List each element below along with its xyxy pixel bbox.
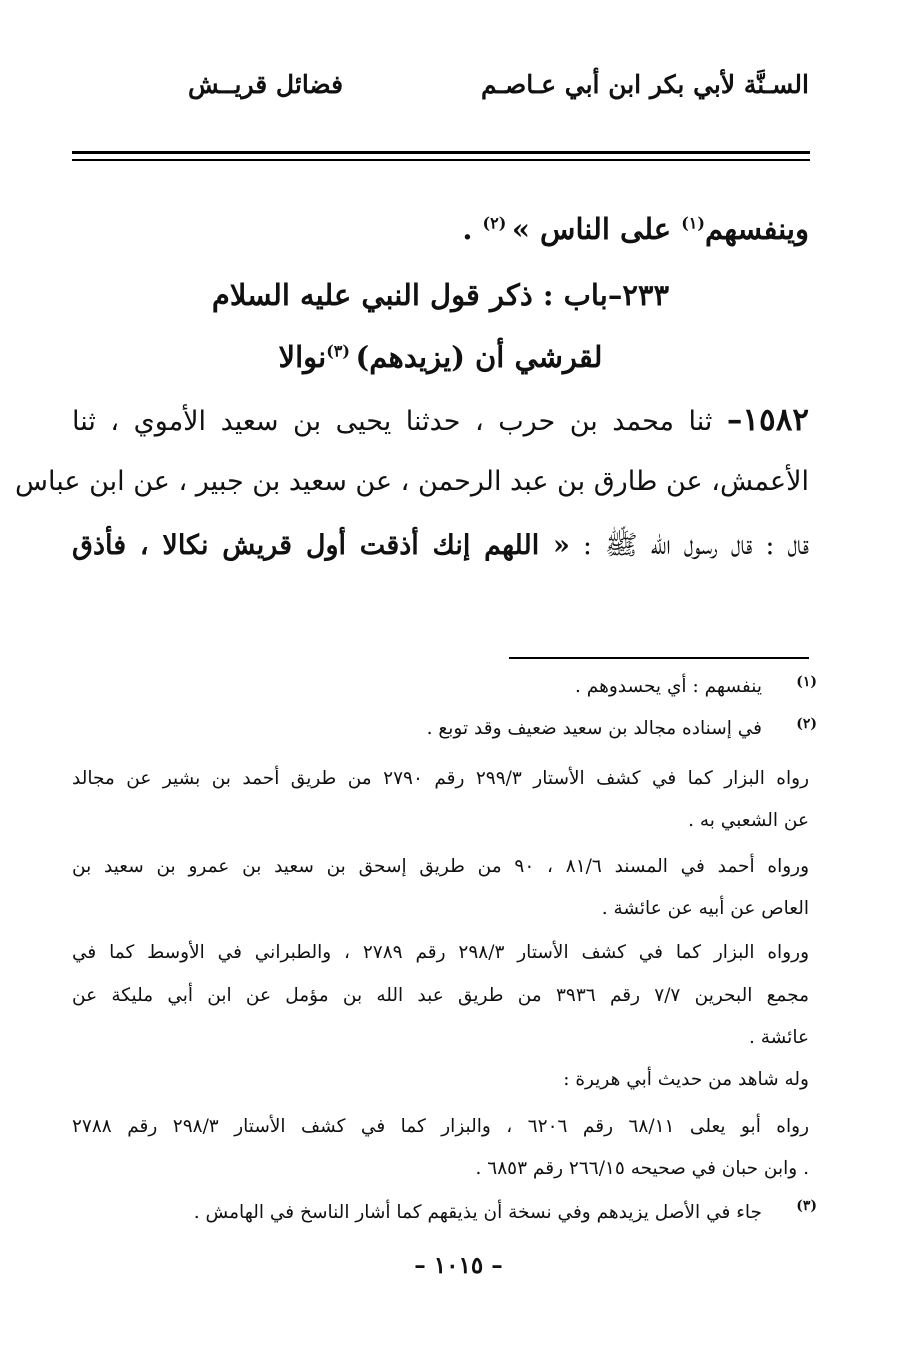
footnote-marker-2: (٢)	[796, 716, 817, 732]
footnote-ref-3: (٣)	[326, 341, 356, 361]
footnote-2-line-7: مجمع البحرين ٧/٧ رقم ٣٩٣٦ من طريق عبد الله بن مؤمل عن ابن أبي مليكة عن	[72, 985, 809, 1006]
footnote-2-line-10: رواه أبو يعلى ٦٨/١١ رقم ٦٢٠٦ ، والبزار كما في كشف الأستار ٢٩٨/٣ رقم ٢٧٨٨	[72, 1116, 810, 1137]
footnote-2-line-2: رواه البزار كما في كشف الأستار ٢٩٩/٣ رقم ٢٧٩٠ من طريق أحمد بن بشير عن مجالد	[72, 768, 810, 789]
footnote-ref-1: (١)	[681, 213, 705, 233]
hadith-number: ١٥٨٢–	[726, 402, 809, 438]
continuation-text: وينفسهم	[704, 212, 809, 246]
page-number: – ١٠١٥ –	[414, 1252, 503, 1279]
footnote-2-line-11: . وابن حبان في صحيحه ٢٦٦/١٥ رقم ٦٨٥٣ .	[475, 1158, 809, 1179]
footnote-marker-3: (٣)	[796, 1198, 817, 1214]
footnote-2-line-9: وله شاهد من حديث أبي هريرة :	[563, 1069, 809, 1090]
continuation-text-2: على الناس »	[511, 212, 682, 246]
footnote-3: جاء في الأصل يزيدهم وفي نسخة أن يذيقهم كما أشار الناسخ في الهامش .	[193, 1202, 762, 1223]
footnote-2-line-3: عن الشعبي به .	[688, 810, 809, 831]
footnote-ref-2: (٢)	[482, 213, 512, 233]
header-rule-thin	[72, 159, 810, 161]
footnote-2-line-1: في إسناده مجالد بن سعيد ضعيف وقد توبع .	[426, 718, 762, 739]
continuation-end: .	[462, 212, 483, 246]
footnote-1: ينفسهم : أي يحسدوهم .	[575, 676, 762, 697]
continuation-line	[72, 212, 809, 246]
chapter-subtitle-b: نوالا	[278, 340, 327, 374]
footnote-2-line-4: ورواه أحمد في المسند ٨١/٦ ، ٩٠ من طريق إسحق بن سعيد بن عمرو بن سعيد بن	[72, 856, 810, 877]
running-header-section-title: فضائل قريــش	[188, 70, 344, 99]
chapter-title: ٢٣٣–باب : ذكر قول النبي عليه السلام	[211, 278, 670, 312]
hadith-line-3	[72, 528, 809, 568]
footnote-separator	[509, 657, 809, 659]
footnote-2-line-6: ورواه البزار كما في كشف الأستار ٢٩٨/٣ رقم ٢٧٨٩ ، والطبراني في الأوسط كما في	[72, 942, 809, 963]
hadith-line-2: الأعمش، عن طارق بن عبد الرحمن ، عن سعيد بن جبير ، عن ابن عباس	[15, 466, 809, 497]
running-header-book-title: السـنَّة لأبي بكر ابن أبي عـاصـم	[481, 70, 809, 99]
hadith-line-3-intro: قال : قال رسول الله ﷺ :	[569, 530, 809, 561]
chapter-subtitle	[72, 340, 809, 374]
hadith-line-1-text: ثنا محمد بن حرب ، حدثنا يحيى بن سعيد الأموي ، ثنا	[72, 406, 727, 437]
footnote-2-line-8: عائشة .	[748, 1027, 809, 1048]
chapter-subtitle-a: لقرشي أن (يزيدهم)	[355, 340, 603, 374]
footnote-2-line-5: العاص عن أبيه عن عائشة .	[601, 898, 809, 919]
header-rule-thick	[72, 151, 810, 154]
hadith-quote: « اللهم إنك أذقت أول قريش نكالا ، فأذق	[72, 530, 570, 561]
hadith-line-1	[72, 402, 809, 438]
footnote-marker-1: (١)	[796, 674, 817, 690]
